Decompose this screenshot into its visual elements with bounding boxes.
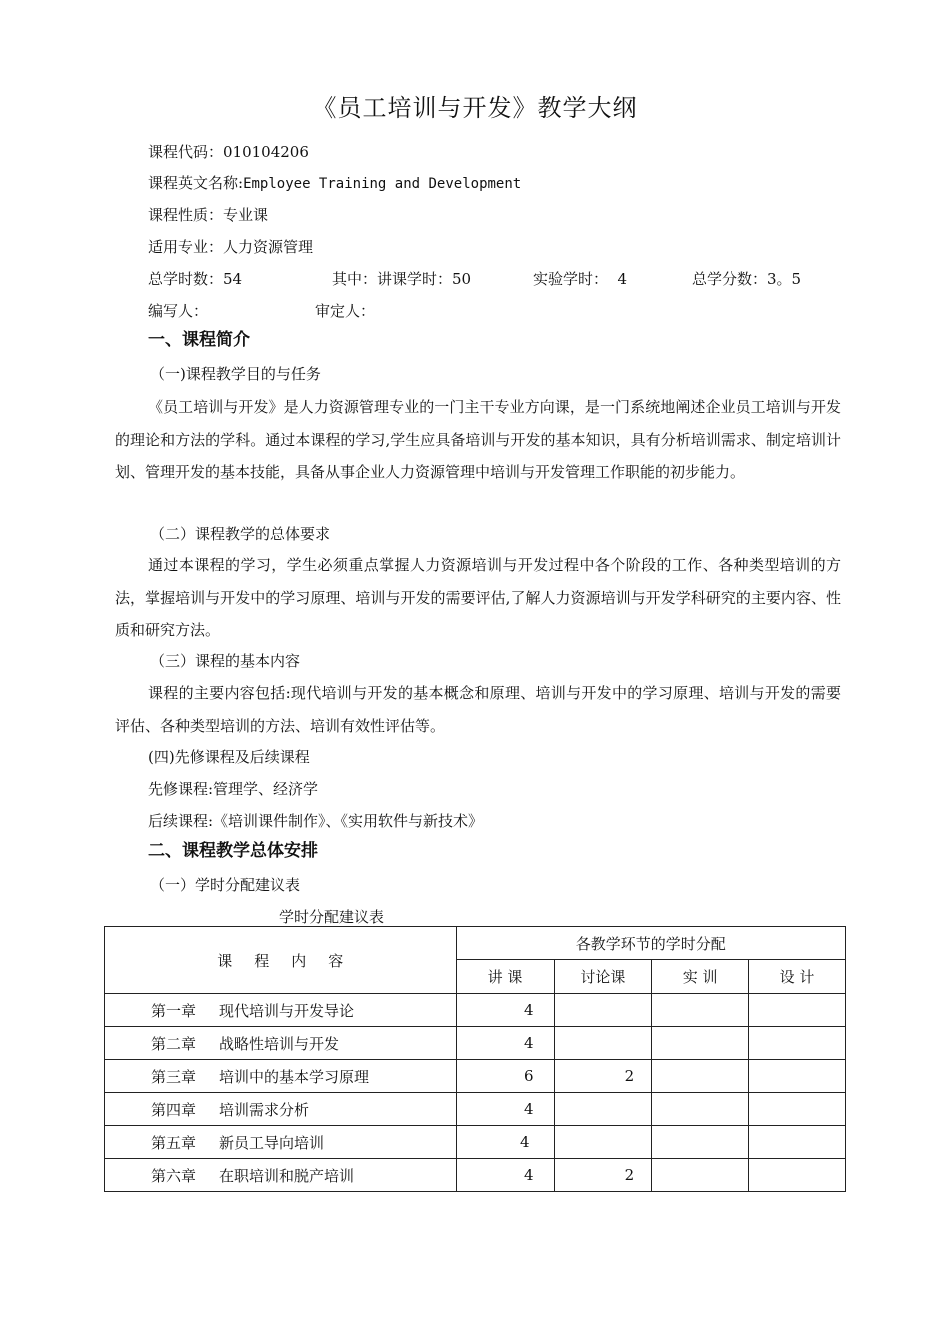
- chapter-number: 第二章: [151, 1034, 197, 1053]
- chapter-cell: [105, 1159, 457, 1192]
- header-hours-allocation: 各教学环节的学时分配: [456, 927, 845, 960]
- followup-courses: 后续课程:《培训课件制作》、《实用软件与新技术》: [148, 812, 484, 830]
- design-hours: [749, 994, 846, 1027]
- header-discussion: 讨论课: [554, 960, 652, 994]
- section-1-heading: 一、课程简介: [148, 330, 250, 350]
- table-row: [105, 1126, 846, 1159]
- english-name: Employee Training and Development: [243, 176, 522, 192]
- chapter-cell: [105, 1126, 457, 1159]
- chapter-title: 现代培训与开发导论: [219, 1001, 355, 1020]
- table-row: [105, 994, 846, 1027]
- english-name-line: [148, 173, 521, 194]
- section-1-2-heading: （二）课程教学的总体要求: [150, 525, 331, 543]
- design-hours: [749, 1126, 846, 1159]
- lecture-hours: 4: [456, 994, 554, 1027]
- design-hours: [749, 1027, 846, 1060]
- lecture-hours: 4: [456, 1093, 554, 1126]
- design-hours: [749, 1060, 846, 1093]
- chapter-cell: [105, 1093, 457, 1126]
- chapter-cell: [105, 1060, 457, 1093]
- chapter-title: 在职培训和脱产培训: [219, 1166, 355, 1185]
- table-caption: 学时分配建议表: [279, 908, 385, 926]
- section-2-heading: 二、课程教学总体安排: [148, 841, 318, 861]
- design-hours: [749, 1093, 846, 1126]
- chapter-number: 第六章: [151, 1166, 197, 1185]
- practice-hours: [652, 1093, 749, 1126]
- table-header-row: [105, 927, 846, 960]
- document-title: 《员工培训与开发》教学大纲: [312, 94, 638, 122]
- chapter-number: 第五章: [151, 1133, 197, 1152]
- practice-hours: [652, 1126, 749, 1159]
- header-lecture: 讲 课: [456, 960, 554, 994]
- discussion-hours: 2: [554, 1159, 652, 1192]
- chapter-title: 培训中的基本学习原理: [219, 1067, 370, 1086]
- prerequisite-courses: 先修课程:管理学、经济学: [148, 780, 319, 798]
- applicable-major: 适用专业：人力资源管理: [148, 238, 314, 256]
- lecture-hours: 6: [456, 1060, 554, 1093]
- discussion-hours: [554, 1126, 652, 1159]
- header-course-content: 课程内容: [105, 927, 457, 994]
- hours-total: 总学时数：54: [148, 270, 243, 288]
- practice-hours: [652, 1159, 749, 1192]
- practice-hours: [652, 1060, 749, 1093]
- table-row: [105, 1093, 846, 1126]
- section-1-3-text: 课程的主要内容包括:现代培训与开发的基本概念和原理、培训与开发中的学习原理、培训与开发的需要评估、各种类型培训的方法、培训有效性评估等。: [115, 684, 841, 735]
- discussion-hours: 2: [554, 1060, 652, 1093]
- total-credits: 总学分数：3。5: [692, 270, 802, 288]
- chapter-title: 新员工导向培训: [219, 1133, 325, 1152]
- discussion-hours: [554, 994, 652, 1027]
- table-row: [105, 1159, 846, 1192]
- table-row: [105, 1027, 846, 1060]
- practice-hours: [652, 1027, 749, 1060]
- course-code: 课程代码：010104206: [148, 143, 309, 161]
- section-1-3-heading: （三）课程的基本内容: [150, 652, 301, 670]
- chapter-cell: [105, 994, 457, 1027]
- lecture-hours: 4: [456, 1159, 554, 1192]
- lecture-hours: 4: [456, 1027, 554, 1060]
- chapter-cell: [105, 1027, 457, 1060]
- section-1-4-heading: (四)先修课程及后续课程: [148, 748, 310, 766]
- hours-allocation-table: [104, 926, 846, 1192]
- table-row: [105, 1060, 846, 1093]
- chapter-number: 第三章: [151, 1067, 197, 1086]
- header-practice: 实 训: [652, 960, 749, 994]
- section-1-1-heading: （一)课程教学目的与任务: [150, 365, 321, 383]
- section-2-1-heading: （一）学时分配建议表: [150, 876, 301, 894]
- course-nature: 课程性质：专业课: [148, 206, 269, 224]
- hours-lab: 实验学时： 4: [533, 270, 628, 288]
- discussion-hours: [554, 1027, 652, 1060]
- english-name-label: 课程英文名称:: [148, 174, 244, 192]
- lecture-hours: 4: [456, 1126, 554, 1159]
- practice-hours: [652, 994, 749, 1027]
- discussion-hours: [554, 1093, 652, 1126]
- design-hours: [749, 1159, 846, 1192]
- section-1-2-text: 通过本课程的学习，学生必须重点掌握人力资源培训与开发过程中各个阶段的工作、各种类型培训的方法，掌握培训与开发中的学习原理、培训与开发的需要评估,了解人力资源培训与开发学科研究的主要内容、性质和研究方法。: [115, 556, 841, 639]
- chapter-number: 第四章: [151, 1100, 197, 1119]
- hours-lecture: 其中：讲课学时：50: [332, 270, 472, 288]
- chapter-title: 战略性培训与开发: [219, 1034, 340, 1053]
- author: 编写人：: [148, 302, 209, 320]
- section-1-1-text: 《员工培训与开发》是人力资源管理专业的一门主干专业方向课，是一门系统地阐述企业员工培训与开发的理论和方法的学科。通过本课程的学习,学生应具备培训与开发的基本知识，具有分析培训需求、制定培训计划、管理开发的基本技能，具备从事企业人力资源管理中培训与开发管理工作职能的初步能力。: [115, 398, 841, 481]
- header-design: 设 计: [749, 960, 846, 994]
- reviewer: 审定人：: [315, 302, 376, 320]
- chapter-number: 第一章: [151, 1001, 197, 1020]
- chapter-title: 培训需求分析: [219, 1100, 310, 1119]
